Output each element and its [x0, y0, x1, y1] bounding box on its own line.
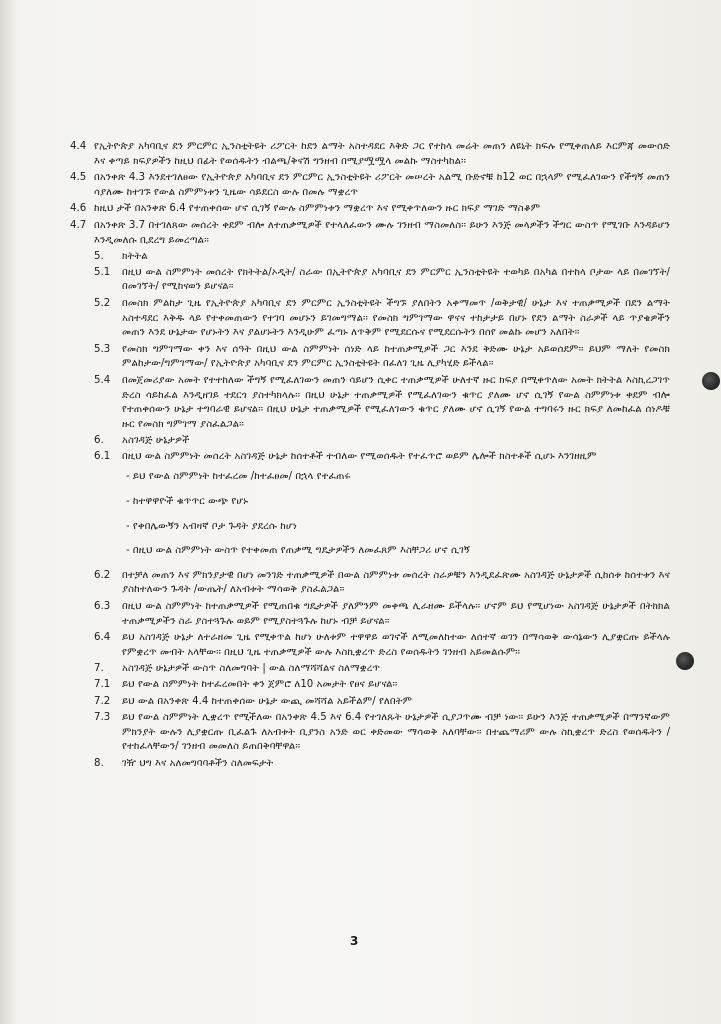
page-number: 3 — [350, 934, 359, 948]
document-body — [70, 140, 670, 773]
bullet-item: - በዚህ ውል ስምምነት ውስጥ የተቀመጠ የጠቃሚ ግዴታዎችን ለመፈጸም እስቸጋሪ ሆኖ ሲገኝ — [126, 545, 470, 557]
clause-7-1 — [94, 678, 670, 693]
clause-6-1 — [94, 450, 670, 465]
clause-text: ይህ የውል ስምምነት ሊቋረጥ የሚችለው በአንቀጽ 4.5 እና 6.4 የተገለጹት ሁኔታዎች ሲያጋጥሙ ብቻ ነው፡፡ ይሁን እንጅ ተጠቃሚዎች በማንኛውም ምክንያት ውሉን ሊያቋርጡ ቢፈልጉ ለአብቱት ቢያንስ አንድ ወር ቀድመው ማሳወቅ አለባቸው፡፡ በተጨማሪም ውሉ ስኪቋረጥ ድረስ የወሰዱትን /የተከፈላቸውን/ ገንዘብ መመለስ ይጠበቅባቸዋል፡፡ — [122, 712, 670, 753]
clause-text: የመስክ ግምገማው ቀን እና ሰዓት በዚህ ውል ስምምነት ሰነድ ላይ ከተጠቃሚዎች ጋር እንደ ቅድሙ ሁኔታ አይወሰደም፡፡ ይህም ማለት የመስክ ምልከታው/ግምገማው/ የኢትዮጵያ አካባቢና ደን ምርምር ኢንስቲትዩት በፈለገ ጊዜ ሊያካሂድ ይችላል፡፡ — [122, 343, 670, 370]
clause-text: ይህ ውል በአንቀጽ 4.4 ከተጠቀሰው ሁኔታ ውጪ መሻሻል አይችልም/ የለበትም — [122, 695, 413, 707]
clause-text: ከዚህ ታች በአንቀጽ 6.4 የተጠቀሰው ሆኖ ሲገኝ የውሉ ስምምነቱን ማቋረጥ እና የሚቀጥለውን ዙር ክፍያ ማገድ ማስቆም — [94, 203, 541, 215]
clause-6-4 — [94, 631, 670, 660]
clause-number: 5.1 — [94, 266, 111, 278]
clause-text: በዚህ ውል ስምምነት መሰረት አስገዳጅ ሁኔታ ከሰተቶች ተብለው የሚወሰዱት የተፈጥሮ ወይም ሌሎች ክስተቶች ሲሆኑ እንገዘዚም — [122, 450, 597, 462]
section-6-heading — [94, 434, 670, 449]
clause-7-2 — [94, 695, 670, 710]
clause-number: 4.7 — [70, 219, 87, 231]
clause-4-5 — [70, 171, 670, 200]
section-title: ክትትል — [122, 251, 148, 263]
clause-5-3 — [94, 343, 670, 372]
clause-number: 6.2 — [94, 569, 111, 581]
clause-7-3 — [94, 711, 670, 755]
clause-number: 7.2 — [94, 695, 111, 707]
clause-text: በተቻለ መጠን እና ምክንያታዊ በሆነ መንገድ ተጠቃሚዎች በውል ስምምነቱ መሰረት ስራዎቹን እንዲደፈጽሙ አስገዳጅ ሁኔታዎች ሲከሰቱ ከሰተቱን እና ያስከተለውን ጉዳት /ውጤት/ ለአብቱት ማሳወቅ ያስፈልጋል፡፡ — [122, 569, 670, 596]
clause-number: 6.1 — [94, 450, 111, 462]
clause-4-6 — [70, 202, 670, 217]
clause-4-4 — [70, 140, 670, 169]
section-number: 8. — [94, 757, 104, 769]
clause-number: 4.6 — [70, 203, 87, 215]
clause-text: ይህ አስገዳጅ ሁኔታ ለተራዘመ ጊዜ የሚቀጥል ከሆነ ሁለቱም ተዋዋይ ወገኖች ለሚመለከተው ለሰተኛ ወገን በማሳወቅ ውሳኔውን ሊያቋርጡ ይችላሉ የምቋረጥ መብት አላቸው፡፡ በዚህ ጊዜ ተጠቃሚዎች ውሉ እስኪቋረጥ ድረስ የወሰዱትን ገንዘብ አይመልሱም፡፡ — [122, 632, 670, 658]
punch-hole-top — [702, 372, 720, 390]
clause-5-4 — [94, 374, 670, 432]
clause-5-2 — [94, 297, 670, 341]
clause-number: 4.5 — [70, 172, 87, 184]
clause-text: በመስክ ምልከታ ጊዜ የኢትዮጵያ አካባቢና ደን ምርምር ኢንስቲትዩት ችግኙ ያለበትን አቀማመጥ /ወቅታዊ/ ሁኔታ እና ተጠቃሚዎች በደን ልማት አስተዳደር እቅዱ ላይ የተቀመጠውን የተገባ መሆኑን ይገመግማል፡፡ የመስክ ግምገማው ዋናና ተከታታይ በሆኑ የደን ልማት ስራዎች ላይ ጥያቄዎችን መጠን እንደ ሁኔታው የሆኑትን እና ያልሆኑትን እንዲሁም ፈጣኑ ለጥቅም የሚደርሱና የሚደርሱትን በሰየ መልኩ መሆን አለበት፡፡ — [122, 297, 670, 339]
clause-text: በአንቀጽ 3.7 በተገለጸው መሰረት ቀደም ብሎ ለተጠቃሚዎች የተላለፈውን ሙሉ ገንዘብ ማስመለስ፡፡ ይሁን እንጅ መላዎችን ችግር ውስጥ የሚገቡ እንዳይሆን እንዲመለሱ ቢደረግ ይመረጣል፡፡ — [94, 219, 670, 246]
clause-text: የኢትዮጵያ አካባቢና ደን ምርምር ኢንስቲትዩት ሪፖርት ከደን ልማት አስተዳደር እቅድ ጋር የተከላ መሬት መጠን ለዩኒት ክፍሉ የሚቀጠለይ እርምጃ መውሰድ እና ቀጣይ ክፍያዎችን ከዚህ በፊት የወሰዱትን ብልጫ/ቅናሽ ግንዘብ በሚያሟሟላ መልኩ ማስተካከል፡፡ — [94, 141, 670, 167]
clause-6-2 — [94, 569, 670, 598]
section-title: አስገዳጅ ሁኔታዎች ውስጥ ስለመግባት | ውል ስለማሻሻልና ስለማቋረጥ — [122, 663, 381, 675]
clause-text: ይህ የውል ስምምነት ከተፈረመበት ቀን ጀምሮ ለ10 አመታት የፀና ይሆናል፡፡ — [122, 679, 398, 690]
section-title: አስገዳጅ ሁኔታዎች — [122, 435, 190, 447]
clause-number: 5.3 — [94, 343, 111, 355]
clause-number: 7.3 — [94, 712, 111, 724]
clause-4-7 — [70, 219, 670, 248]
clause-5-1 — [94, 266, 670, 295]
bullet-item: - የቀበሌውኝን አብዛኛ ቦታ ጉዳት ያደረሱ ከሆነ — [126, 520, 297, 532]
clause-number: 5.2 — [94, 297, 111, 309]
clause-number: 6.4 — [94, 632, 111, 644]
bullet-item: - ከተዋዋዮች ቁጥጥር ውጭ የሆኑ — [126, 496, 249, 508]
section-5-heading — [94, 250, 670, 265]
clause-text: በመጀመሪያው አመት የተተከለው ችግኝ የሚፈለገውን መጠን ሳይሆን ሲቀር ተጠቃሚዎች ሁለተኛ ዙር ክፍያ በሚቀጥለው አመት ክትትል እስኪረጋገጥ ድረስ ሳይከፈል እንዲዘገይ ተደርጎ ያስተካክላሉ፡፡ በዚህ ሁኔታ ተጠቃሚዎች የሚፈለገውን ቁጥር ያለሙ ሆኖ ሲገኝ የውል ስምምነቱ ቀደም ብሎ የተጠቀሰውን ሁኔታ ተግባራዊ ይሆናል፡፡ በዚህ ሁኔታ ተጠቃሚዎች የሚፈለገውን ቁጥር ያለሙ ሆኖ ሲገኝ የውል ተግባሩን ዙር ክፍያ ለመከፈል ሰነዶቹ ዙር የመስክ ግምገማ ያስፈልጋል፡፡ — [122, 374, 670, 430]
section-number: 6. — [94, 435, 104, 447]
clause-number: 4.4 — [70, 141, 87, 152]
clause-6-3 — [94, 600, 670, 629]
section-7-heading — [94, 662, 670, 677]
section-8-heading — [94, 757, 670, 772]
punch-hole-bottom — [676, 652, 694, 670]
section-title: ገዥ ህግ እና አለመግባባቶችን ስለመፍታት — [122, 757, 274, 769]
clause-text: በዚህ ውል ስምምነት መሰረት የክትትል/ኦዲት/ ስራው በኢትዮጵያ አካባቢና ደን ምርምር ኢንስቲትዩት ተወካይ በአካል በተከላ ቦታው ላይ በመገኘት/በመገኘት/ የሚከናወን ይሆናል፡፡ — [122, 266, 670, 293]
clause-text: በዚህ ውል ስምምነት ከተጠቃሚዎች የሚጠበቁ ግዴታዎች ያለምንም መቀጫ ሊራዘሙ ይችላሉ፡፡ ሆኖም ይህ የሚሆነው አስገዳጅ ሁኔታዎች በትክክል ተጠቃሚዎችን ስራ ያስተጓጉሉ ወይም የሚያስተጓጉሉ ከሆኑ ብቻ ይሆናል፡፡ — [122, 601, 670, 627]
clause-number: 6.3 — [94, 601, 111, 613]
clause-number: 7.1 — [94, 679, 111, 690]
section-number: 7. — [94, 663, 104, 675]
clause-text: በአንቀጽ 4.3 እንደተገለፀው የኢትዮጵያ አካባቢና ደን ምርምር ኢንስቲትዩት ሪፖርት መሠረት አልሚ ቡድኖቹ ከ12 ወር በኋላም የሚፈለገውን የችግኝ መጠን ሳያለሙ ከተገኙ የውል ስምምነቱን ጊዜው ሳይደርስ ውሉ በመሉ ማቋረጥ — [94, 172, 670, 198]
clause-number: 5.4 — [94, 374, 111, 386]
bullet-item: - ይህ የውል ስምምነት ከተፈረመ /ከተፈፀመ/ በኋላ የተፈጠሩ — [126, 471, 351, 483]
section-number: 5. — [94, 251, 104, 263]
